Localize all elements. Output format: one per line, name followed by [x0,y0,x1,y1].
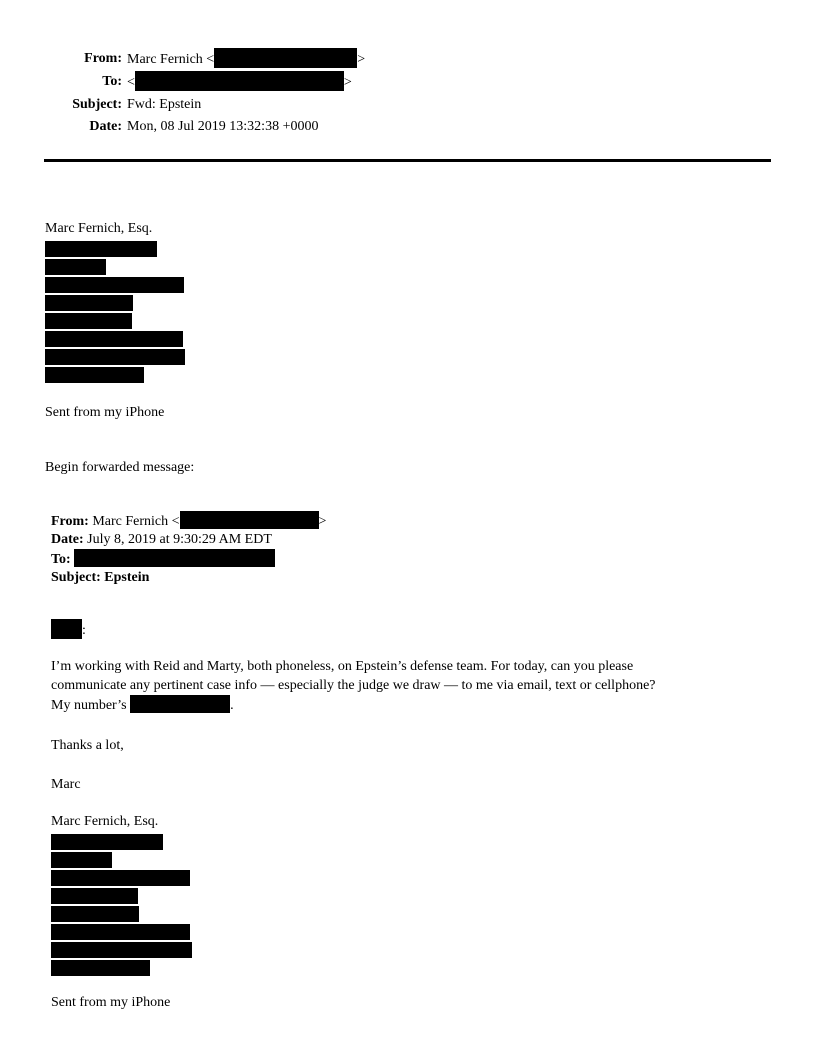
to-value [127,71,771,94]
to-value-open: < [127,75,135,90]
redaction-bar [45,295,133,311]
from-redaction-bar [214,48,357,68]
sign-off-name: Marc [51,776,81,792]
paragraph-line: I’m working with Reid and Marty, both phoneless, on Epstein’s defense team. For today, can you please [51,659,634,674]
salutation-colon: : [82,623,86,638]
fwd-from-row [51,511,816,531]
to-label: To: [102,74,122,89]
redaction-bar [45,277,184,293]
sent-from-iphone-line: Sent from my iPhone [51,994,171,1010]
fwd-to-row [51,549,816,569]
redaction-bar [51,870,190,886]
subject-value: Fwd: Epstein [127,97,202,112]
fwd-from-name: Marc Fernich < [92,514,180,529]
to-redaction-bar [135,71,344,91]
begin-forwarded-line: Begin forwarded message: [45,460,195,475]
phone-line-suffix: . [230,698,234,713]
salutation-line [51,619,816,641]
header-divider-rule [44,159,771,162]
fwd-from-close: > [318,514,327,529]
paragraph-line-with-redaction [51,695,816,716]
phone-line-prefix: My number’s [51,698,131,713]
fwd-date-value: July 8, 2019 at 9:30:29 AM EDT [87,532,272,547]
paragraph-line: communicate any pertinent case info — especially the judge we draw — to me via email, text or cellphone? [51,677,656,693]
redaction-bar [45,259,106,275]
salutation-redaction-bar [51,619,82,639]
fwd-to-redaction-bar [74,549,275,567]
fwd-subject-row [51,569,816,587]
from-value [127,48,771,71]
fwd-to-label: To: [51,552,71,567]
fwd-subject-value: Epstein [104,570,150,585]
to-value-close: > [343,75,352,90]
date-label: Date: [89,119,122,134]
fwd-date-label: Date: [51,532,84,547]
redaction-bar [45,313,132,329]
redaction-bar [45,331,183,347]
signature-redaction-block [45,241,816,383]
redaction-bar [51,942,192,958]
fwd-subject-label: Subject: [51,570,101,585]
redaction-bar [51,888,138,904]
redaction-bar [51,852,112,868]
forwarded-header [51,511,816,587]
redaction-bar [51,906,139,922]
email-body [45,220,816,1012]
subject-label: Subject: [72,97,122,112]
from-value-name: Marc Fernich < [127,52,215,67]
signature-redaction-block [51,834,816,976]
redaction-bar [51,960,150,976]
forwarded-message [51,511,816,1012]
redaction-bar [51,924,190,940]
phone-redaction-bar [130,695,230,713]
fwd-date-row [51,531,816,549]
message-paragraph [51,658,816,716]
from-value-close: > [357,52,366,67]
redaction-bar [45,241,157,257]
date-value: Mon, 08 Jul 2019 13:32:38 +0000 [127,119,319,134]
redaction-bar [45,349,185,365]
redaction-bar [45,367,144,383]
thanks-line: Thanks a lot, [51,737,124,753]
fwd-from-redaction-bar [180,511,319,529]
fwd-from-label: From: [51,514,89,529]
signature-name: Marc Fernich, Esq. [45,221,153,236]
email-header [44,48,771,138]
signature-name: Marc Fernich, Esq. [51,813,159,829]
from-label: From: [84,51,122,66]
redaction-bar [51,834,163,850]
sent-from-iphone-line: Sent from my iPhone [45,405,165,420]
